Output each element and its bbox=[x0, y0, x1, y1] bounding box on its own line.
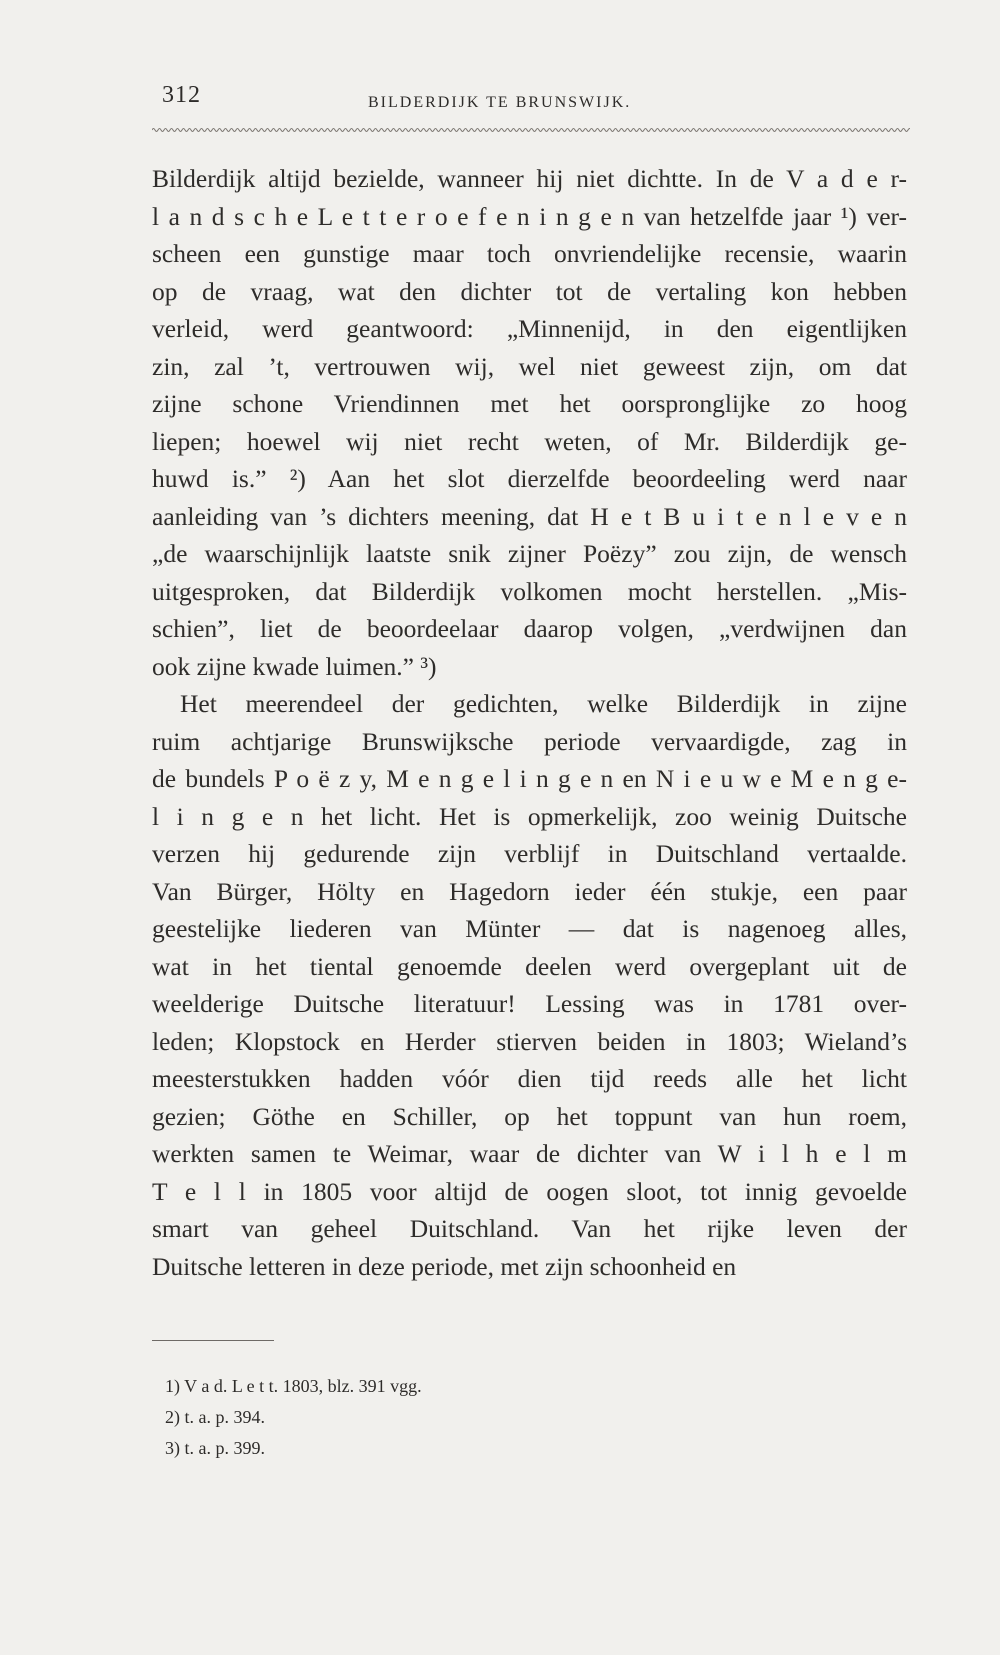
text-line: ruim achtjarige Brunswijksche periode vervaardigde, zag in bbox=[152, 726, 907, 756]
text-line: weelderige Duitsche literatuur! Lessing was in 1781 over- bbox=[152, 989, 907, 1018]
text-line: huwd is.” ²) Aan het slot dierzelfde beoordeeling werd naar bbox=[152, 464, 907, 493]
text-line: Van Bürger, Hölty en Hagedorn ieder één stukje, een paar bbox=[152, 876, 907, 906]
footnote-item: 1) V a d. L e t t. 1803, blz. 391 vgg. bbox=[165, 1376, 422, 1396]
text-line: Duitsche letteren in deze periode, met zijn schoonheid en bbox=[152, 1251, 737, 1281]
text-line: schien”, liet de beoordeelaar daarop volgen, „verdwijnen dan bbox=[152, 614, 907, 643]
text-line: verzen hij gedurende zijn verblijf in Duitschland vertaalde. bbox=[152, 839, 907, 868]
body-text bbox=[152, 160, 907, 1285]
text-line: „de waarschijnlijk laatste snik zijner Poëzy” zou zijn, de wensch bbox=[152, 539, 907, 568]
text-line: Bilderdijk altijd bezielde, wanneer hij niet dichtte. In de V a d e r- bbox=[152, 164, 907, 193]
text-line: zijne schone Vriendinnen met het oorspronglijke zo hoog bbox=[152, 389, 907, 418]
text-line: geestelijke liederen van Münter — dat is nagenoeg alles, bbox=[152, 914, 907, 943]
text-line: zin, zal ’t, vertrouwen wij, wel niet geweest zijn, om dat bbox=[152, 351, 907, 381]
text-line: gezien; Göthe en Schiller, op het toppunt van hun roem, bbox=[152, 1101, 907, 1131]
text-line: verleid, werd geantwoord: „Minnenijd, in den eigentlijken bbox=[152, 314, 907, 343]
text-line: ook zijne kwade luimen.” ³) bbox=[152, 651, 437, 681]
page-header bbox=[155, 82, 910, 116]
page-number: 312 bbox=[162, 82, 201, 108]
text-line: leden; Klopstock en Herder stierven beiden in 1803; Wieland’s bbox=[152, 1026, 907, 1056]
text-line: liepen; hoewel wij niet recht weten, of Mr. Bilderdijk ge- bbox=[152, 426, 907, 456]
text-line: op de vraag, wat den dichter tot de vertaling kon hebben bbox=[152, 276, 907, 306]
text-line: meesterstukken hadden vóór dien tijd reeds alle het licht bbox=[152, 1064, 907, 1093]
text-line: uitgesproken, dat Bilderdijk volkomen mocht herstellen. „Mis- bbox=[152, 576, 907, 606]
text-line: Het meerendeel der gedichten, welke Bilderdijk in zijne bbox=[180, 689, 907, 718]
text-line: T e l l in 1805 voor altijd de oogen sloot, tot innig gevoelde bbox=[152, 1176, 907, 1206]
running-title: BILDERDIJK TE BRUNSWIJK. bbox=[368, 94, 632, 111]
footnote-item: 3) t. a. p. 399. bbox=[165, 1438, 265, 1458]
text-line: werkten samen te Weimar, waar de dichter van W i l h e l m bbox=[152, 1139, 907, 1168]
text-line: wat in het tiental genoemde deelen werd overgeplant uit de bbox=[152, 951, 907, 981]
text-line: l a n d s c h e L e t t e r o e f e n i n g e n van hetzelfde jaar ¹) ver- bbox=[152, 201, 907, 231]
text-line: smart van geheel Duitschland. Van het rijke leven der bbox=[152, 1214, 907, 1243]
text-line: l i n g e n het licht. Het is opmerkelijk, zoo weinig Duitsche bbox=[152, 801, 907, 831]
header-wavy-rule bbox=[152, 126, 910, 134]
text-line: de bundels P o ë z y, M e n g e l i n g e n en N i e u w e M e n g e- bbox=[152, 764, 907, 793]
text-line: scheen een gunstige maar toch onvriendelijke recensie, waarin bbox=[152, 239, 907, 268]
text-line: aanleiding van ’s dichters meening, dat H e t B u i t e n l e v e n bbox=[152, 501, 907, 531]
footnotes bbox=[165, 1371, 585, 1464]
footnote-rule bbox=[152, 1340, 274, 1341]
footnote-item: 2) t. a. p. 394. bbox=[165, 1407, 265, 1427]
